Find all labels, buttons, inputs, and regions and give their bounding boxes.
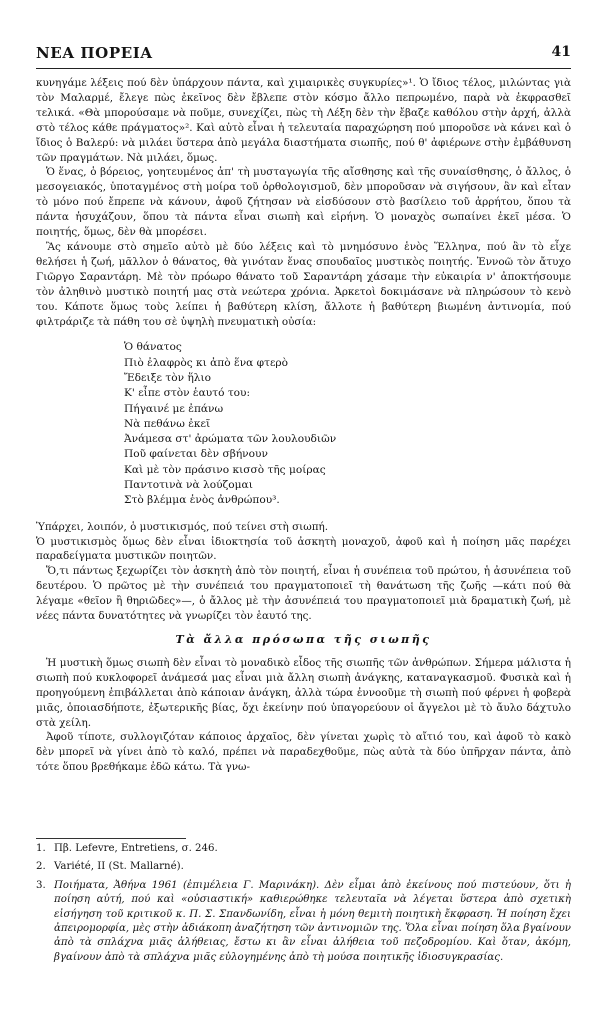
footnote-item: [36, 879, 571, 965]
paragraph-3: Ἂς κάνουμε στὸ σημεῖο αὐτὸ μὲ δύο λέξεις καὶ τὸ μνημόσυνο ἑνὸς Ἕλληνα, πού ἂν τὸ εἶχε θελήσει ἡ ζωή, μᾶλλον ὁ θάνατος, θὰ γινόταν ἕνας σπουδαῖος μυστικὸς ποιητής. Ἐννοῶ τὸν ἄτυχο Γιῶργο Σαραντάρη. Μὲ τὸν πρόωρο θάνατο τοῦ Σαραντάρη χάσαμε τὴν εὐκαιρία ν' ἀποκτήσουμε τὸν ἀληθινὸ μυστικὸ ποιητή μας στὰ νεώτερα χρόνια. Ἀρκετοὶ δοκιμάσανε νὰ πληρώσουν τὸ κενὸ του. Κάποτε ὅμως τοὺς λείπει ἡ βαθύτερη κλίση, ἄλλοτε ἡ βαθύτερη βιωμένη ἀντινομία, πού φιλτράριζε τὰ πάθη του σὲ ὑψηλὴ πνευματικὴ οὐσία:: [36, 240, 571, 328]
poem-line: Πήγαινέ με ἐπάνω: [124, 402, 224, 415]
footnote-number: 3.: [36, 879, 46, 891]
poem-line: Πιὸ ἐλαφρὸς κι ἀπὸ ἕνα φτερὸ: [124, 356, 289, 369]
paragraph-7: Ἡ μυστικὴ ὅμως σιωπὴ δὲν εἶναι τὸ μοναδικὸ εἶδος τῆς σιωπῆς τῶν ἀνθρώπων. Σήμερα μάλιστα ἡ σιωπὴ πού κυκλοφορεῖ ἀνάμεσά μας εἶναι μιὰ ἄλλη σιωπὴ ἀνάγκης, καταναγκασμοῦ. Φυσικὰ καὶ ἡ προηγούμενη ἐπιβάλλεται ἀπὸ κάποιαν ἀνάγκη, ἀλλὰ τώρα ἐννοοῦμε τὴ σιωπὴ πού φέρνει ἡ φοβερὰ μιᾶς, ὁποιασδήποτε, ἐξωτερικῆς βίας, ὄχι ἐκείνην πού ὑπαγορεύουν οἱ ἄγγελοι μὲ τὸ ἄυλο δάχτυλο στὰ χείλη.: [36, 656, 571, 729]
journal-title: ΝΕΑ ΠΟΡΕΙΑ: [36, 44, 153, 62]
paragraph-4: Ὑπάρχει, λοιπόν, ὁ μυστικισμός, πού τείνει στὴ σιωπή.: [36, 520, 329, 533]
footnote-text: Variété, II (St. Mallarné).: [54, 861, 184, 873]
paragraph-2: Ὁ ἕνας, ὁ βόρειος, γοητευμένος ἀπ' τὴ μυσταγωγία τῆς αἴσθησης καὶ τῆς συναίσθησης, ὁ ἄλλος, ὁ μεσογειακός, ὑποταγμένος στὴ μοίρα τοῦ ὀρθολογισμοῦ, δὲν μποροῦσαν νὰ σιγήσουν, ἂν καὶ εἶταν τὸ μόνο πού ἔπρεπε νὰ κάνουν, ἀφοῦ ζήτησαν νὰ εἰσδύσουν στὸ βασίλειο τοῦ ἀρρήτου, ὅπου τὰ πάντα ἡσυχάζουν, ὅπου τὰ πάντα εἶναι σιωπὴ καὶ εἰρήνη. Ὁ μοναχὸς σωπαίνει ἐκεῖ μέσα. Ὁ ποιητής, ὅμως, δὲν θὰ μπορέσει.: [36, 166, 571, 239]
footnote-number: 2.: [36, 861, 46, 873]
header-rule: [36, 68, 571, 69]
poem-line: Παντοτινὰ νὰ λούζομαι: [124, 479, 253, 492]
poem-line: Ἔδειξε τὸν ἥλιο: [124, 372, 212, 384]
poem-quote: [124, 340, 571, 508]
footnote-item: [36, 842, 571, 856]
paragraph-5: Ὁ μυστικισμὸς ὅμως δὲν εἶναι ἰδιοκτησία τοῦ ἀσκητὴ μοναχοῦ, ἀφοῦ καὶ ἡ ποίηση μᾶς παρέχει παραδείγματα μυστικῶν ποιητῶν.: [36, 535, 571, 563]
running-header: [36, 44, 571, 66]
page-number: 41: [551, 44, 571, 60]
footnote-text: Ποιήματα, Ἀθήνα 1961 (ἐπιμέλεια Γ. Μαρινάκη). Δὲν εἶμαι ἀπὸ ἐκείνους πού πιστεύουν, ὅτι ἡ ποίηση αὐτή, πού καὶ «οὐσιαστική» καθιερώθηκε τελευταῖα νὰ λέγεται ὕστερα ἀπὸ σχετικὴ εἰσήγηση τοῦ κριτικοῦ κ. Π. Σ. Σπανδωνίδη, εἶναι ἡ μόνη θεμιτὴ ποιητικὴ ἔκφραση. Ἡ ποίηση ἔχει ἀπειρομορφία, μὲς στὴν ἀδιάκοπη ἀναζήτηση τῶν ἀντινομιῶν της. Ὅλα εἶναι ποίηση ὅλα βγαίνουν ἀπὸ τὰ σπλάχνα μιᾶς ἀλήθειας, ἔστω κι ἂν εἶναι ἀλήθεια τοῦ πεζοδρομίου. Καὶ ὅταν, ἀκόμη, βγαίνουν ἀπὸ τὰ σπλάχνα μιᾶς εὐλογημένης ἀπὸ τὴ μούσα ποιητικῆς ἰδιοσυγκρασίας.: [54, 879, 571, 963]
footnote-number: 1.: [36, 843, 46, 854]
poem-line: Ἀνάμεσα στ' ἀρώματα τῶν λουλουδιῶν: [124, 433, 337, 446]
footnotes: [36, 842, 571, 969]
poem-line: Νὰ πεθάνω ἐκεῖ: [124, 417, 211, 430]
footnote-text: Πβ. Lefevre, Entretiens, σ. 246.: [54, 843, 218, 854]
poem-line: Στὸ βλέμμα ἑνὸς ἀνθρώπου³.: [124, 494, 280, 507]
poem-line: Καὶ μὲ τὸν πράσινο κισσὸ τῆς μοίρας: [124, 463, 326, 476]
footnote-rule: [36, 838, 186, 839]
main-text: [36, 76, 571, 775]
paragraph-1: κυνηγάμε λέξεις πού δὲν ὑπάρχουν πάντα, καὶ χιμαιρικὲς συγκυρίες»¹. Ὁ ἴδιος τέλος, μιλώντας γιὰ τὸν Μαλαρμέ, ἔλεγε πὼς ἐκεῖνος δὲν ἔβλεπε στὸν κόσμο ἄλλο πεπρωμένο, παρὰ νὰ ἐκφρασθεῖ τελικά. «Θὰ μπορούσαμε νὰ ποῦμε, συνεχίζει, πὼς τὴ Λέξη δὲν τὴν ἔβαζε καθόλου στὴν ἀρχή, ἀλλὰ στὸ τέλος κάθε πράγματος»². Καὶ αὐτὸ εἶναι ἡ τελευταία παραχώρηση πού μποροῦσε νὰ κάνει καὶ ὁ ἴδιος ὁ Βαλερύ: νὰ μιλάει ὕστερα ἀπὸ μεγάλα διαστήματα σιωπῆς, πού θ' ἀφιέρωνε στὴν ἐμβάθυνση τῶν πραγμάτων. Νὰ μιλάει, ὅμως.: [36, 77, 571, 164]
section-heading: Τὰ ἄλλα πρόσωπα τῆς σιωπῆς: [175, 633, 432, 647]
poem-line: Ὁ θάνατος: [124, 341, 182, 354]
paragraph-8: Ἀφοῦ τίποτε, συλλογιζόταν κάποιος ἀρχαῖος, δὲν γίνεται χωρὶς τὸ αἴτιό του, καὶ ἀφοῦ τὸ κακὸ δὲν μπορεῖ νὰ γίνει ἀπὸ τὸ καλό, πρέπει νὰ παραδεχθοῦμε, πὼς αὐτὰ τὰ δύο ὑπῆρχαν πάντα, ἀπὸ τότε ὅπου βρεθήκαμε ἐδῶ κάτω. Τὰ γνω-: [36, 731, 571, 774]
paragraph-6: Ὅ,τι πάντως ξεχωρίζει τὸν ἀσκητὴ ἀπὸ τὸν ποιητή, εἶναι ἡ συνέπεια τοῦ πρώτου, ἡ ἀσυνέπεια τοῦ δευτέρου. Ὁ πρῶτος μὲ τὴν συνέπειά του πραγματοποιεῖ τὴ θανάτωση τῆς ζωῆς —κάτι πού θὰ λέγαμε «θεῖον ἢ θηριῶδες»—, ὁ ἄλλος μὲ τὴν ἀσυνέπειά του πραγματοποιεῖ μιὰ δραματικὴ ζωή, μὲ νέες πάντα δυνατότητες νὰ γνωρίζει τὸν ἑαυτό της.: [36, 565, 571, 623]
footnote-item: [36, 860, 571, 874]
poem-line: Ποῦ φαίνεται δὲν σβήνουν: [124, 448, 268, 461]
poem-line: Κ' εἶπε στὸν ἑαυτό του:: [124, 387, 251, 400]
